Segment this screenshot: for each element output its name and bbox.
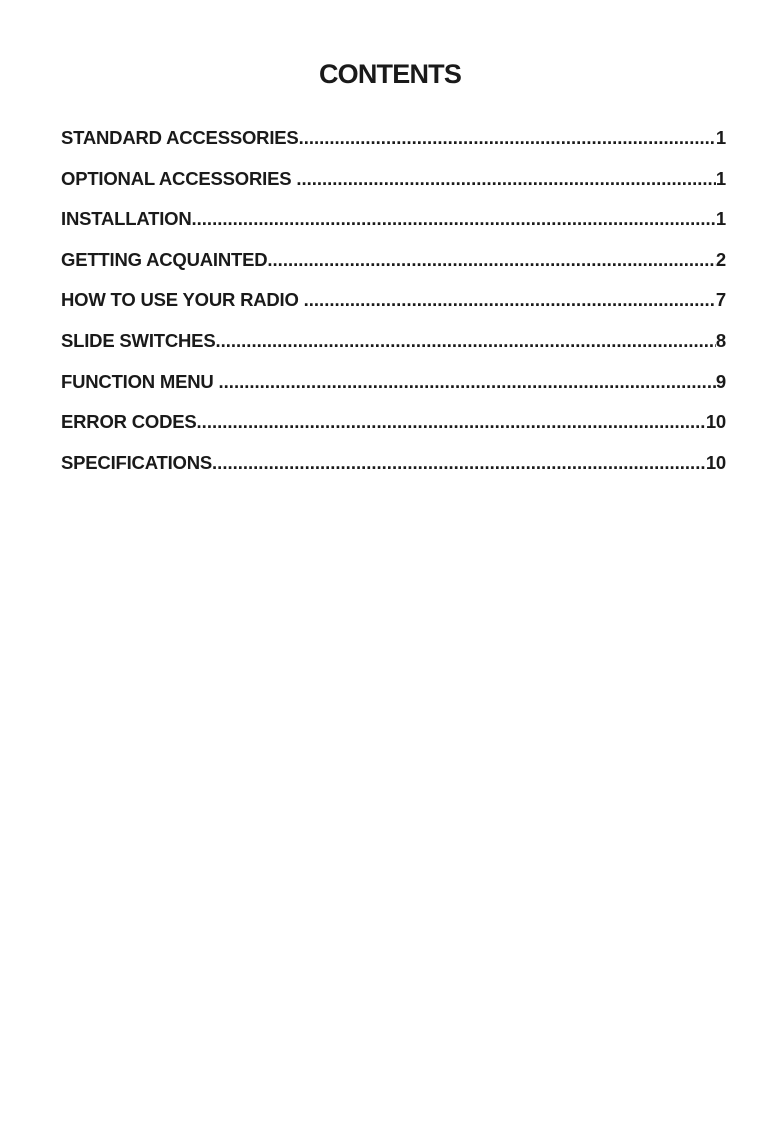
dot-leader bbox=[192, 203, 716, 235]
dot-leader bbox=[219, 366, 716, 398]
toc-entry-label: SPECIFICATIONS bbox=[61, 451, 213, 473]
toc-entry-standard-accessories[interactable] bbox=[61, 122, 726, 163]
toc-entry-label: OPTIONAL ACCESSORIES bbox=[61, 167, 297, 189]
toc-entry-page-number: 1 bbox=[715, 127, 726, 148]
toc-entry-label: INSTALLATION bbox=[61, 208, 192, 230]
toc-entry-getting-acquainted[interactable] bbox=[61, 244, 726, 285]
toc-entry-label: FUNCTION MENU bbox=[61, 370, 219, 392]
toc-entry-page-number: 10 bbox=[705, 451, 726, 473]
toc-entry-page-number: 1 bbox=[715, 208, 726, 230]
toc-entry-specifications[interactable] bbox=[61, 447, 726, 488]
toc-entry-label: ERROR CODES bbox=[61, 411, 197, 433]
toc-entry-label: STANDARD ACCESSORIES bbox=[61, 127, 299, 148]
toc-entry-optional-accessories[interactable] bbox=[61, 163, 726, 204]
toc-entry-slide-switches[interactable] bbox=[61, 325, 726, 366]
toc-entry-label: GETTING ACQUAINTED bbox=[61, 248, 268, 270]
toc-entry-function-menu[interactable] bbox=[61, 366, 726, 407]
dot-leader bbox=[215, 325, 715, 357]
toc-entry-page-number: 2 bbox=[715, 248, 726, 270]
toc-entry-label: SLIDE SWITCHES bbox=[61, 329, 216, 351]
dot-leader bbox=[212, 447, 706, 479]
toc-entry-page-number: 10 bbox=[705, 411, 726, 433]
dot-leader bbox=[197, 406, 706, 438]
toc-entry-page-number: 1 bbox=[715, 167, 726, 189]
toc-entry-page-number: 7 bbox=[715, 289, 726, 311]
page-title: CONTENTS bbox=[318, 59, 462, 89]
toc-entry-page-number: 8 bbox=[715, 329, 726, 351]
toc-entry-page-number: 9 bbox=[715, 370, 726, 392]
dot-leader bbox=[296, 163, 716, 195]
dot-leader bbox=[304, 284, 716, 316]
dot-leader bbox=[267, 244, 716, 276]
toc-entry-label: HOW TO USE YOUR RADIO bbox=[61, 289, 304, 311]
toc-entry-error-codes[interactable] bbox=[61, 406, 726, 447]
toc-entry-installation[interactable] bbox=[61, 203, 726, 244]
toc-entry-how-to-use-your-radio[interactable] bbox=[61, 284, 726, 325]
dot-leader bbox=[299, 122, 716, 154]
table-of-contents bbox=[61, 122, 726, 487]
